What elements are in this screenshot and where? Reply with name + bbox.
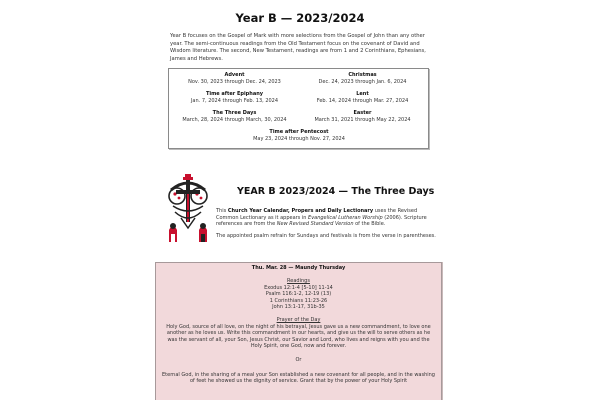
season-name: Easter [353, 110, 372, 116]
season-dates: March, 28, 2024 through March, 30, 2024 [182, 116, 287, 123]
season-lent [300, 91, 425, 104]
season-dates: Jan. 7, 2024 through Feb. 13, 2024 [190, 97, 279, 104]
season-dates: May 23, 2024 through Nov. 27, 2024 [253, 135, 345, 142]
season-dates: Nov. 30, 2023 through Dec. 24, 2023 [188, 78, 281, 85]
day-header: Thu. Mar. 28 — Maundy Thursday [251, 265, 346, 271]
season-name: Christmas [348, 72, 377, 78]
reading-item: Psalm 116:1-2, 12-19 (13) [265, 291, 332, 298]
readings-heading: Readings [287, 278, 310, 285]
day-propers-box [155, 262, 442, 400]
reading-item: Exodus 12:1-4 [5-10] 11-14 [264, 284, 333, 291]
season-dates: March 31, 2021 through May 22, 2024 [314, 116, 411, 123]
tree-cross-logo-icon [163, 172, 213, 246]
bible-version: New Revised Standard Version [276, 221, 354, 227]
prayer-heading: Prayer of the Day [276, 317, 321, 324]
reading-item: 1 Corinthians 11:23-26 [269, 297, 328, 304]
book-title: Evangelical Lutheran Worship [308, 214, 383, 221]
text: This [216, 208, 228, 214]
text: of the Bible. [353, 221, 386, 227]
prayer-text-alternate: Eternal God, in the sharing of a meal your Son established a new covenant for all people, and in the washing of feet he showed us the dignity of service. Grant that by the power of your Holy Spirit [162, 371, 435, 385]
seasons-table [168, 68, 429, 149]
lectionary-name: Church Year Calendar, Propers and Daily Lectionary [227, 208, 374, 214]
prayer-text: Holy God, source of all love, on the night of his betrayal, Jesus gave us a new commandment, to love one another as he loves us. Write this commandment in our hearts, and give us the will to serve others as he was the servant of all, your Son, Jesus Christ, our Savior and Lord, who lives and reigns with you and the Holy Spirit, one God, now and forever. [166, 323, 431, 350]
psalm-note: The appointed psalm refrain for Sundays and festivals is from the verse in parentheses. [216, 232, 436, 239]
season-name: Time after Epiphany [205, 91, 264, 97]
season-dates: Feb. 14, 2024 through Mar. 27, 2024 [316, 97, 409, 104]
season-christmas [300, 72, 425, 85]
season-epiphany [172, 91, 297, 104]
section-title: YEAR B 2023/2024 — The Three Days [237, 186, 435, 197]
season-name: Lent [356, 91, 369, 97]
intro-paragraph: Year B focuses on the Gospel of Mark with more selections from the Gospel of John than any other year. The semi-continuous readings from the Old Testament focus on the covenant of David and Wisdom literature. The second, New Testament, readings are from 1 and 2 Corinthians, Ephesians, James and Hebrews. [170, 33, 426, 62]
season-name: The Three Days [212, 110, 257, 116]
text: (2006). Scripture references are from the [216, 214, 427, 227]
text: uses the Revised Common Lectionary as it appears in [216, 208, 418, 221]
lectionary-note [216, 208, 441, 228]
season-name: Time after Pentecost [269, 129, 329, 135]
or-separator: Or [295, 357, 302, 364]
season-name: Advent [224, 72, 245, 78]
season-advent [172, 72, 297, 85]
reading-item: John 13:1-17, 31b-35 [272, 304, 325, 311]
season-dates: Dec. 24, 2023 through Jan. 6, 2024 [318, 78, 407, 85]
season-three-days [172, 110, 297, 123]
section-description [216, 208, 441, 244]
season-easter [300, 110, 425, 123]
season-pentecost [234, 129, 364, 142]
page-title: Year B — 2023/2024 [235, 11, 365, 25]
